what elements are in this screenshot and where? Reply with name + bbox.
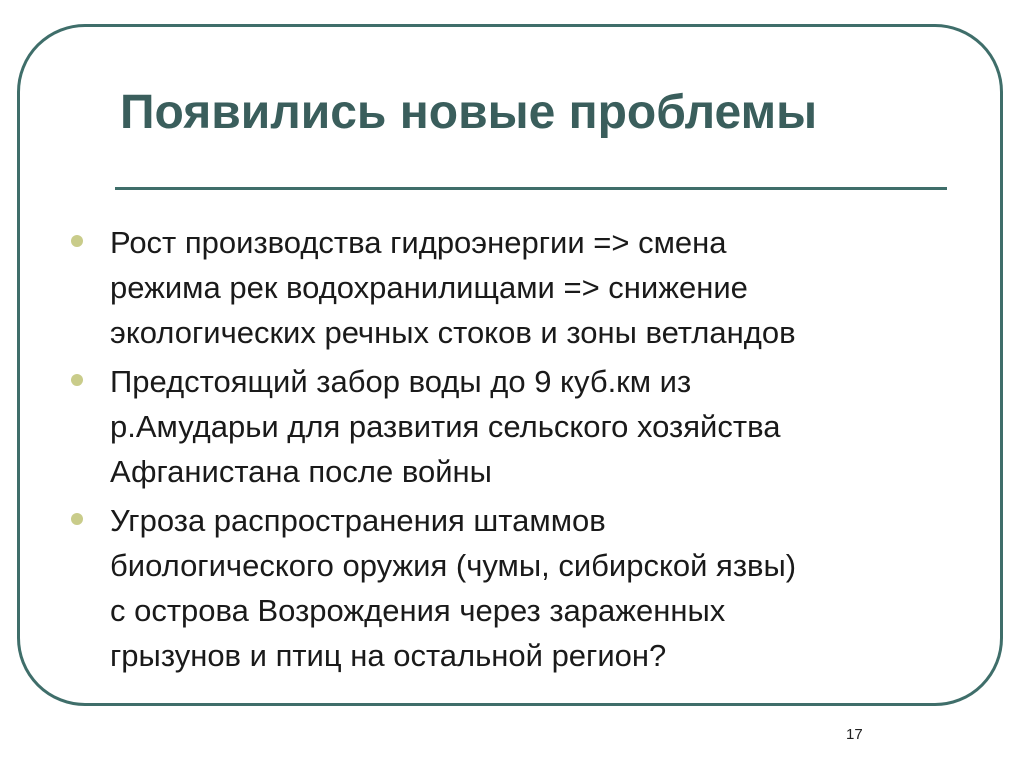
bullet-dot-icon: [71, 513, 83, 525]
bullet-1-line-1: Рост производства гидроэнергии => смена: [110, 225, 727, 260]
slide-title: Появились новые проблемы: [120, 86, 818, 139]
bullet-3-line-2: биологического оружия (чумы, сибирской язвы): [110, 548, 797, 583]
bullet-2-line-2: р.Амударьи для развития сельского хозяйства: [110, 409, 781, 444]
bullet-dot-icon: [71, 374, 83, 386]
bullet-2-line-1: Предстоящий забор воды до 9 куб.км из: [110, 364, 692, 399]
bullet-1-line-3: экологических речных стоков и зоны ветландов: [110, 315, 796, 350]
bullet-3-line-4: грызунов и птиц на остальной регион?: [110, 638, 667, 673]
bullet-3-line-3: с острова Возрождения через зараженных: [110, 593, 726, 628]
bullet-1-line-2: режима рек водохранилищами => снижение: [110, 270, 748, 305]
page-number: 17: [846, 726, 863, 743]
bullet-2-line-3: Афганистана после войны: [110, 454, 492, 489]
title-divider: [115, 187, 947, 190]
bullet-3-line-1: Угроза распространения штаммов: [110, 503, 606, 538]
bullet-item-1: [68, 220, 968, 355]
bullet-item-2: [68, 359, 968, 494]
bullet-list: [68, 220, 968, 682]
bullet-item-3: [68, 498, 968, 678]
bullet-dot-icon: [71, 235, 83, 247]
